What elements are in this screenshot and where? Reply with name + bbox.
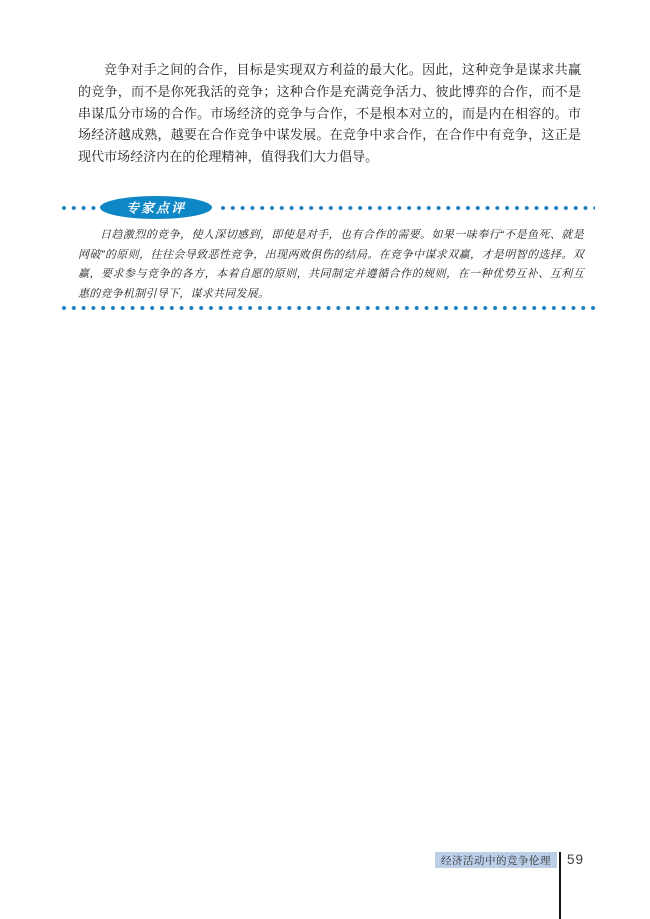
expert-review-badge [100, 196, 212, 219]
expert-review-header [60, 196, 595, 219]
footer-vertical-rule [559, 852, 561, 919]
footer-section-title: 经济活动中的竞争伦理 [435, 852, 557, 868]
dotted-rule-right [219, 204, 595, 212]
expert-comment-paragraph: 日趋激烈的竞争，使人深切感到，即使是对手，也有合作的需要。如果一味奉行“不是鱼死、就是网破”的原则，往往会导致恶性竞争，出现两败俱伤的结局。在竞争中谋求双赢，才是明智的选择。双赢，要求参与竞争的各方，本着自愿的原则，共同制定并遵循合作的规则，在一种优势互补、互利互惠的竞争机制引导下，谋求共同发展。 [78, 229, 584, 300]
page-number: 59 [567, 852, 585, 867]
dotted-rule-left [60, 204, 96, 212]
dotted-rule-bottom [60, 304, 597, 312]
expert-review-badge-label: 专家点评 [125, 200, 186, 216]
main-paragraph: 竞争对手之间的合作，目标是实现双方利益的最大化。因此，这种竞争是谋求共赢的竞争，而不是你死我活的竞争；这种合作是充满竞争活力、彼此博弈的合作，而不是串谋瓜分市场的合作。市场经济的竞争与合作，不是根本对立的，而是内在相容的。市场经济越成熟，越要在合作竞争中谋发展。在竞争中求合作，在合作中有竞争，这正是现代市场经济内在的伦理精神，值得我们大力倡导。 [78, 62, 581, 165]
